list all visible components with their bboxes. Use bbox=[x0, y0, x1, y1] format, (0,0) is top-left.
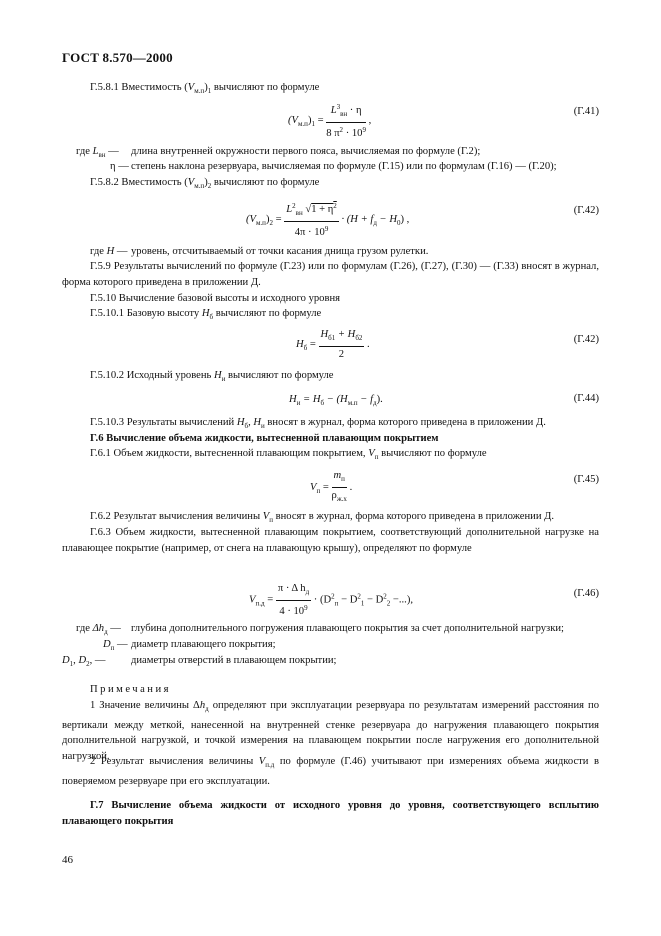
formula-number-g44: (Г.44) bbox=[573, 393, 599, 404]
where-eta: η — bbox=[110, 161, 129, 172]
paragraph-g6-1: Г.6.1 Объем жидкости, вытесненной плавающим покрытием, $V_п$ вычисляют по формуле bbox=[90, 448, 487, 461]
paragraph-g5-10-1: Г.5.10.1 Базовую высоту $H_б$ вычисляют по формуле bbox=[90, 308, 322, 321]
document-header: ГОСТ 8.570—2000 bbox=[62, 50, 173, 65]
paragraph-g5-8-1: Г.5.8.1 Вместимость $(V_{м.п})_1$ вычисляют по формуле bbox=[90, 82, 320, 95]
where-lvn: где $L_{вн}$ — bbox=[76, 146, 119, 159]
formula-number-g45: (Г.45) bbox=[573, 474, 599, 485]
paragraph-g5-10-2: Г.5.10.2 Исходный уровень $H_и$ вычисляют по формуле bbox=[90, 370, 334, 383]
formula-g44: $H_и = H_б - (H_{м.п} - f_д)$. bbox=[289, 394, 383, 407]
paragraph-g5-9: Г.5.9 Результаты вычислений по формуле (Г.23) или по формулам (Г.26), (Г.27), (Г.30) — (Г.33) вносят в журнал, форма которого приведена в приложении Д. bbox=[62, 261, 599, 288]
formula-g42-fraction: $\frac{L^2_{вн} √1 + \eta^2}{4\pi \cdot 10^9}$ bbox=[286, 202, 337, 238]
where-delta-h: где $\Delta h_д$ — bbox=[76, 623, 121, 636]
paragraph-g5-10: Г.5.10 Вычисление базовой высоты и исходного уровня bbox=[90, 293, 341, 304]
paragraph-g6-3: Г.6.3 Объем жидкости, вытесненной плавающим покрытием, соответствующий дополнительной нагрузке на плавающее покрытие (например, от снега на плавающую крышу), определяют по формуле bbox=[62, 527, 599, 554]
page-number: 46 bbox=[62, 854, 73, 866]
where-d1-d2: $D_1$, $D_2$, — bbox=[62, 655, 106, 668]
formula-g42-volume: $(V_{м.п})_2$ = $\frac{L^2_{вн} √1 + \eta^2}{4\pi \cdot 10^9}$ · $(H + f_д - H_0)$ , bbox=[246, 202, 410, 238]
formula-g41-fraction: $\frac{L^3_{вн} \cdot \eta}{8 \pi^2 \cdot 10^9}$ bbox=[326, 103, 366, 139]
paragraph-g5-8-2: Г.5.8.2 Вместимость $(V_{м.п})_2$ вычисляют по формуле bbox=[90, 177, 320, 190]
paragraph-g6-2: Г.6.2 Результат вычисления величины $V_п$ вносят в журнал, форма которого приведена в приложении Д. bbox=[90, 511, 555, 524]
formula-g45: $V_п$ = $\frac{m_п}{\rho_{ж.х}}$ . bbox=[310, 469, 352, 506]
formula-g42b-fraction: $\frac{H_{б1} + H_{б2}}{2}$ bbox=[320, 329, 363, 360]
where-eta-text: степень наклона резервуара, вычисляемая по формуле (Г.15) или по формулам (Г.16) — (Г.20); bbox=[131, 161, 557, 172]
formula-number-g41: (Г.41) bbox=[573, 106, 599, 117]
where-d1-d2-text: диаметры отверстий в плавающем покрытии; bbox=[131, 655, 337, 666]
paragraph-g5-10-3: Г.5.10.3 Результаты вычислений $H_б$, $H_и$ вносят в журнал, форма которого приведена в приложении Д. bbox=[90, 417, 546, 430]
section-heading-g7: Г.7 Вычисление объема жидкости от исходного уровня до уровня, соответствующего всплытию плавающего покрытия bbox=[62, 800, 599, 827]
formula-g46: $V_{п.д}$ = $\frac{\pi \cdot \Delta h_д}{4 \cdot 10^9}$ · ($D^2_п - D^2_1 - D^2_2$ −...), bbox=[249, 583, 414, 617]
where-delta-h-text: глубина дополнительного погружения плавающего покрытия за счет дополнительной нагрузки; bbox=[131, 623, 564, 634]
where-dp-text: диаметр плавающего покрытия; bbox=[131, 639, 276, 650]
notes-title: Примечания bbox=[90, 684, 171, 695]
where-h: где H — bbox=[90, 246, 128, 257]
formula-g45-fraction: $\frac{m_п}{\rho_{ж.х}}$ bbox=[331, 470, 347, 503]
formula-g46-fraction: $\frac{\pi \cdot \Delta h_д}{4 \cdot 10^9}$ bbox=[277, 583, 310, 617]
where-h-text: уровень, отсчитываемый от точки касания днища грузом рулетки. bbox=[131, 246, 429, 257]
formula-number-g46: (Г.46) bbox=[573, 588, 599, 599]
note-1: 1 Значение величины $\Delta h_д$ определяют при эксплуатации резервуара по результатам измерений расстояния по вертикали между меткой, нанесенной на внутренней стенке резервуара до нагружения плавающего покрытия дополнительной нагрузкой, и точкой измерения на плавающем покрытии после нагружения его дополнительной нагрузкой. bbox=[62, 700, 599, 762]
section-heading-g6: Г.6 Вычисление объема жидкости, вытесненной плавающим покрытием bbox=[90, 433, 439, 444]
formula-g41: $(V_{м.п})_1$ = $\frac{L^3_{вн} \cdot \eta}{8 \pi^2 \cdot 10^9}$ , bbox=[288, 103, 372, 139]
formula-g42-base-height: $H_б$ = $\frac{H_{б1} + H_{б2}}{2}$ . bbox=[296, 329, 370, 360]
where-dp: $D_п$ — bbox=[103, 639, 128, 652]
formula-number-g42-volume: (Г.42) bbox=[573, 205, 599, 216]
note-2: 2 Результат вычисления величины $V_{п.д}$ по формуле (Г.46) учитывают при измерениях объема жидкости в поверяемом резервуаре при его эксплуатации. bbox=[62, 756, 599, 787]
formula-number-g42-base-height: (Г.42) bbox=[573, 334, 599, 345]
where-lvn-text: длина внутренней окружности первого пояса, вычисляемая по формуле (Г.2); bbox=[131, 146, 481, 157]
